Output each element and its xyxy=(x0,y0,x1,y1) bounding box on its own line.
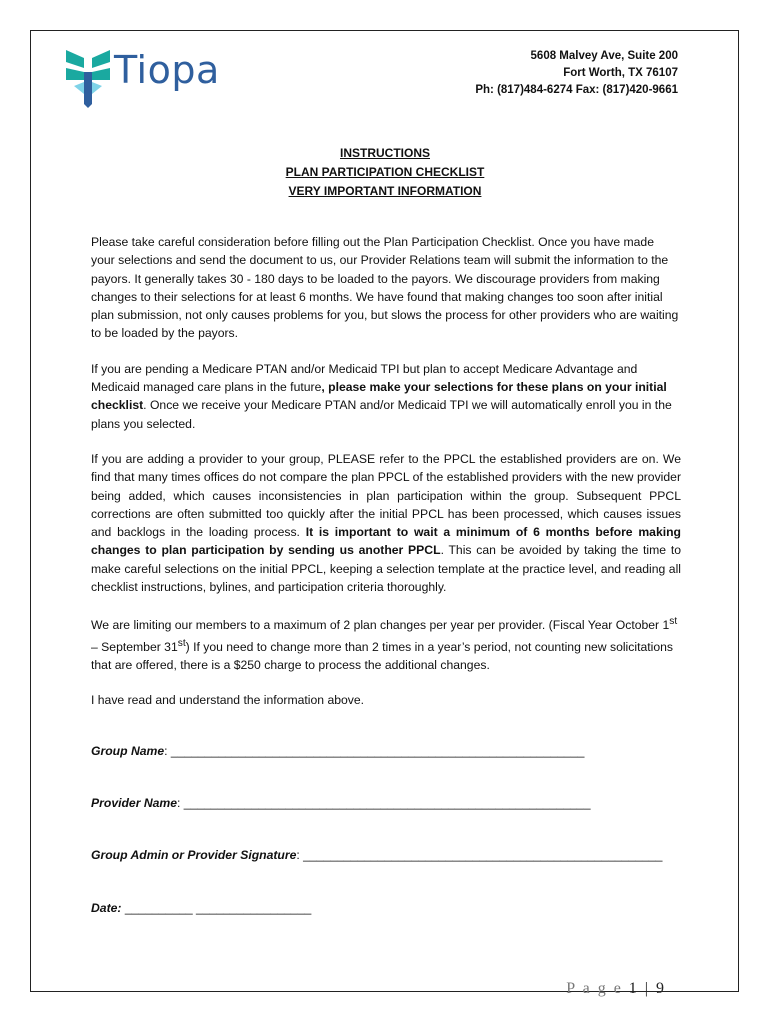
group-name-line[interactable]: : _____________________________________________________________ xyxy=(164,744,585,758)
signature-line[interactable]: : _____________________________________________________ xyxy=(296,848,663,862)
page-separator: | xyxy=(638,980,656,997)
paragraph-acknowledgement: I have read and understand the information above. xyxy=(91,693,365,708)
provider-name-field[interactable] xyxy=(91,796,591,810)
bold-run: , please make your selections for these plans on your initial checklist xyxy=(91,380,667,413)
date-line[interactable]: __________ _________________ xyxy=(121,901,312,915)
superscript: st xyxy=(669,616,678,628)
group-name-label: Group Name xyxy=(91,744,165,758)
superscript: st xyxy=(177,637,186,649)
provider-name-line[interactable]: : ____________________________________________________________ xyxy=(177,796,591,810)
tiopa-logo xyxy=(62,46,232,108)
page-number xyxy=(566,980,666,998)
text-run: . This can be avoided by taking the time to make careful selections on the initial PPCL, keeping a selection template at the practice level, and reading all checklist instructions, bylines, and participation criteria thoroughly. xyxy=(91,543,681,595)
address-city: Fort Worth, TX 76107 xyxy=(563,67,678,79)
text-run: If you are pending a Medicare PTAN and/or Medicaid TPI but plan to accept Medicare Advantage and Medicaid managed care plans in the future xyxy=(91,361,638,395)
text-run: If you are adding a provider to your group, PLEASE refer to the PPCL the established providers are on. We find that many times offices do not compare the plan PPCL of the established providers with the new provider being added, which causes inconsistencies in plan participation within the group. Subsequent PPCL corrections are often submitted too quickly after the initial PPCL has been processed, which causes issues and backlogs in the loading process. xyxy=(91,451,681,540)
page-current: 1 xyxy=(628,980,639,997)
heading-line-3: VERY IMPORTANT INFORMATION xyxy=(288,184,482,198)
bold-run: It is important to wait a minimum of 6 months before making changes to plan participation by sending us another PPCL xyxy=(91,525,681,558)
paragraph-intro: Please take careful consideration before filling out the Plan Participation Checklist. Once you have made your selections and send the document to us, our Provider Relations team will submit the information to the payors. It generally takes 30 - 180 days to be loaded to the payors. We discourage providers from making changes to their selections for at least 6 months. We have found that making changes too soon after initial plan submission, not only causes problems for you, but slows the process for other providers who are waiting to be loaded by the payors. xyxy=(91,235,679,341)
date-label: Date: xyxy=(91,901,122,915)
paragraph-pending-ptan xyxy=(91,360,681,433)
text-run: We are limiting our members to a maximum of 2 plan changes per year per provider. (Fiscal Year October 1 xyxy=(91,618,670,633)
logo-wordmark: Tiopa xyxy=(114,48,220,92)
signature-field[interactable] xyxy=(91,848,662,862)
text-run: – September 31 xyxy=(91,639,178,654)
date-field[interactable] xyxy=(91,901,311,915)
address-block xyxy=(475,48,678,99)
signature-label: Group Admin or Provider Signature xyxy=(91,848,297,862)
instructions-body xyxy=(91,233,681,727)
document-heading xyxy=(0,144,770,201)
group-name-field[interactable] xyxy=(91,744,584,758)
text-run: . Once we receive your Medicare PTAN and/or Medicaid TPI we will automatically enroll you in the plans you selected. xyxy=(91,398,672,431)
provider-name-label: Provider Name xyxy=(91,796,178,810)
heading-line-2: PLAN PARTICIPATION CHECKLIST xyxy=(285,165,485,179)
tiopa-logo-icon xyxy=(62,46,114,108)
paragraph-adding-provider xyxy=(91,450,681,596)
page-prefix: P a g e xyxy=(566,980,629,997)
page-total: 9 xyxy=(656,980,666,997)
heading-line-1: INSTRUCTIONS xyxy=(340,146,430,160)
address-phone: Ph: (817)484-6274 Fax: (817)420-9661 xyxy=(475,84,678,96)
address-line: 5608 Malvey Ave, Suite 200 xyxy=(530,50,678,62)
text-run: ) If you need to change more than 2 times in a year’s period, not counting new solicitations that are offered, there is a $250 charge to process the additional changes. xyxy=(91,639,673,673)
paragraph-plan-changes xyxy=(91,613,681,674)
